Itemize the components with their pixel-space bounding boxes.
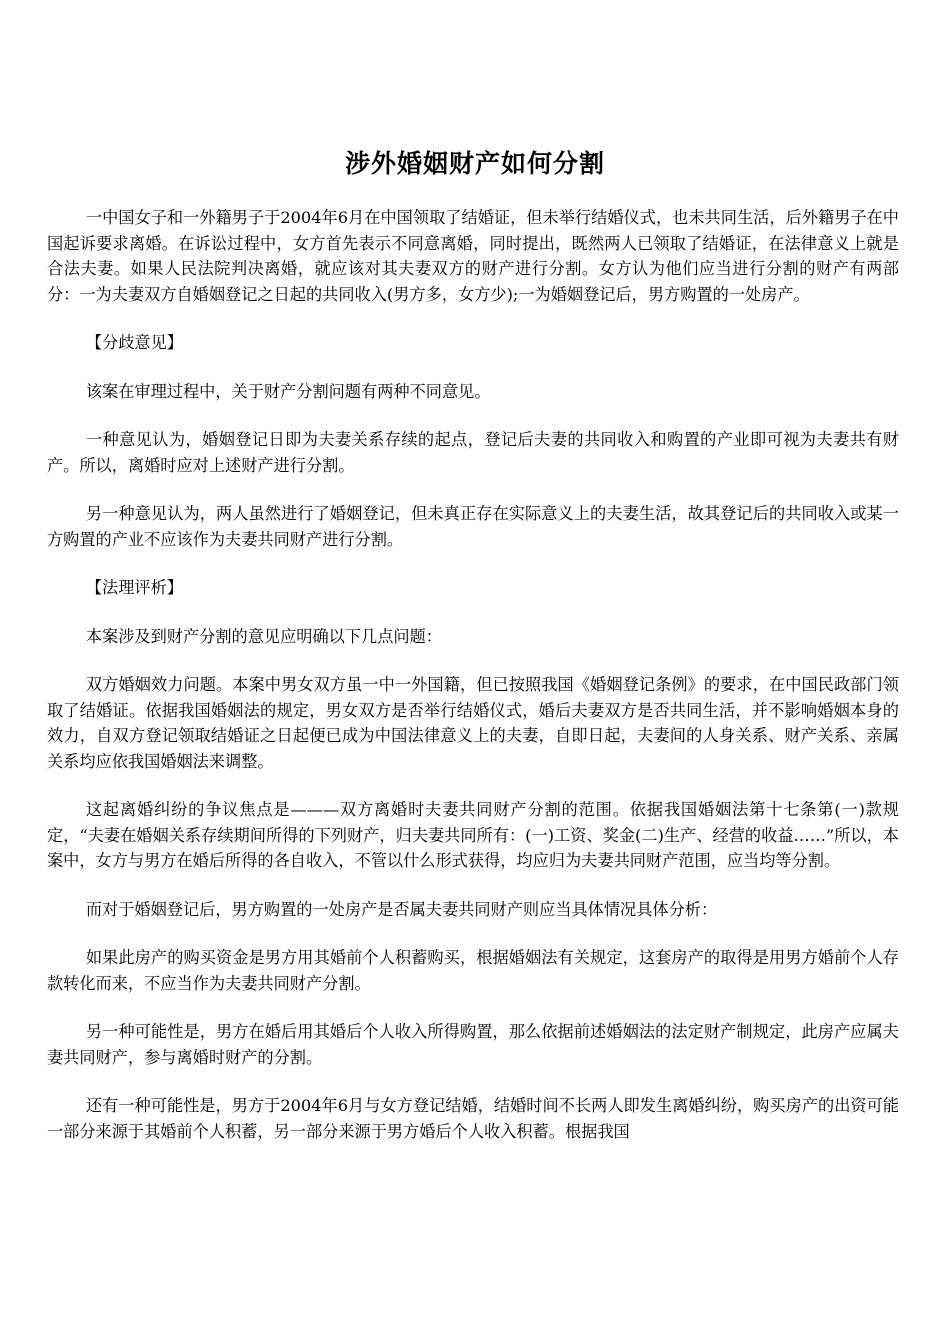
paragraph-two-opinions: 该案在审理过程中，关于财产分割问题有两种不同意见。 bbox=[85, 381, 491, 401]
paragraph-marriage-validity: 双方婚姻效力问题。本案中男女双方虽一中一外国籍，但已按照我国《婚姻登记条例》的要求，在中国民政部门领取了结婚证。依据我国婚姻法的规定，男女双方是否举行结婚仪式，婚后夫妻双方是否共同生活，并不影响婚姻本身的效力，自双方登记领取结婚证之日起便已成为中国法律意义上的夫妻，自即日起，夫妻间的人身关系、财产关系、亲属关系均应依我国婚姻法来调整。 bbox=[47, 675, 899, 771]
heading-legal-analysis: 【法理评析】 bbox=[85, 578, 183, 597]
paragraph-case-facts: 一中国女子和一外籍男子于2004年6月在中国领取了结婚证，但未举行结婚仪式，也未共同生活，后外籍男子在中国起诉要求离婚。在诉讼过程中，女方首先表示不同意离婚，同时提出，既然两人已领取了结婚证，在法律意义上就是合法夫妻。如果人民法院判决离婚，就应该对其夫妻双方的财产进行分割。女方认为他们应当进行分割的财产有两部分：一为夫妻双方自婚姻登记之日起的共同收入(男方多，女方少);一为婚姻登记后，男方购置的一处房产。 bbox=[47, 208, 899, 304]
paragraph-opinion-two: 另一种意见认为，两人虽然进行了婚姻登记，但未真正存在实际意义上的夫妻生活，故其登记后的共同收入或某一方购置的产业不应该作为夫妻共同财产进行分割。 bbox=[47, 504, 899, 549]
paragraph-postmarital-funds: 另一种可能性是，男方在婚后用其婚后个人收入所得购置，那么依据前述婚姻法的法定财产制规定，此房产应属夫妻共同财产，参与离婚时财产的分割。 bbox=[47, 1022, 899, 1067]
document-title: 涉外婚姻财产如何分割 bbox=[344, 149, 605, 178]
paragraph-opinion-one: 一种意见认为，婚姻登记日即为夫妻关系存续的起点，登记后夫妻的共同收入和购置的产业即可视为夫妻共有财产。所以，离婚时应对上述财产进行分割。 bbox=[47, 430, 899, 475]
paragraph-premarital-funds: 如果此房产的购买资金是男方用其婚前个人积蓄购买，根据婚姻法有关规定，这套房产的取得是用男方婚前个人存款转化而来，不应当作为夫妻共同财产分割。 bbox=[47, 948, 899, 993]
document-body bbox=[47, 205, 899, 1167]
heading-disagreement: 【分歧意见】 bbox=[85, 333, 183, 352]
paragraph-mixed-funds: 还有一种可能性是，男方于2004年6月与女方登记结婚，结婚时间不长两人即发生离婚纠纷，购买房产的出资可能一部分来源于其婚前个人积蓄，另一部分来源于男方婚后个人收入积蓄。根据我国 bbox=[47, 1096, 899, 1141]
paragraph-dispute-focus: 这起离婚纠纷的争议焦点是———双方离婚时夫妻共同财产分割的范围。依据我国婚姻法第十七条第(一)款规定，“夫妻在婚姻关系存续期间所得的下列财产，归夫妻共同所有：(一)工资、奖金(二)生产、经营的收益……”所以，本案中，女方与男方在婚后所得的各自收入，不管以什么形式获得，均应归为夫妻共同财产范围，应当均等分割。 bbox=[47, 800, 899, 870]
paragraph-analysis-intro: 本案涉及到财产分割的意见应明确以下几点问题： bbox=[85, 626, 442, 646]
paragraph-property-question: 而对于婚姻登记后，男方购置的一处房产是否属夫妻共同财产则应当具体情况具体分析： bbox=[85, 899, 718, 919]
